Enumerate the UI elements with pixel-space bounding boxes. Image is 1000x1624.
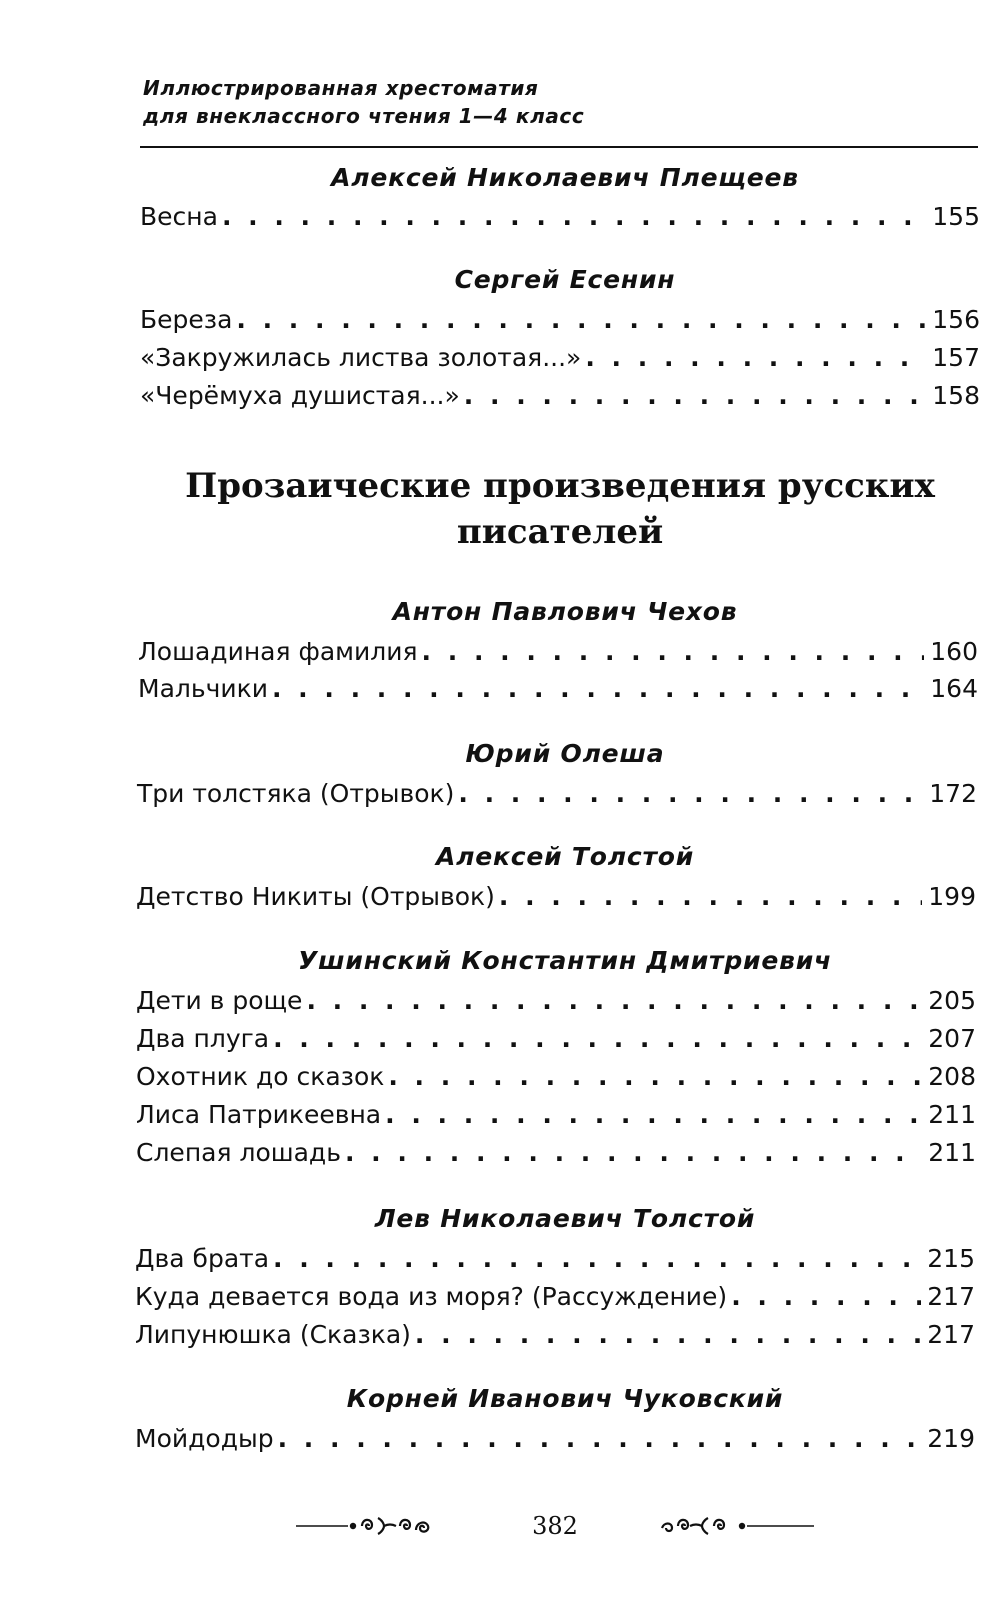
dot-leader bbox=[236, 302, 926, 338]
toc-entry[interactable] bbox=[136, 1097, 976, 1133]
entry-page: 219 bbox=[927, 1424, 975, 1453]
running-header bbox=[143, 74, 584, 130]
toc-entry[interactable] bbox=[140, 378, 980, 414]
entry-page: 199 bbox=[928, 882, 976, 911]
entry-title: Три толстяка (Отрывок) bbox=[137, 779, 455, 808]
entry-title: Мальчики bbox=[138, 674, 268, 703]
dot-leader bbox=[415, 1317, 921, 1353]
author-heading: Лев Николаевич Толстой bbox=[374, 1204, 756, 1233]
entry-title: «Черёмуха душистая...» bbox=[140, 381, 460, 410]
toc-entry[interactable] bbox=[140, 340, 980, 376]
dot-leader bbox=[499, 879, 922, 915]
entry-title: Весна bbox=[140, 202, 218, 231]
toc-entry[interactable] bbox=[138, 634, 978, 670]
section-heading bbox=[140, 463, 980, 555]
entry-page: 207 bbox=[928, 1024, 976, 1053]
author-heading: Сергей Есенин bbox=[454, 265, 676, 294]
entry-title: Два плуга bbox=[136, 1024, 270, 1053]
toc-entry[interactable] bbox=[137, 776, 977, 812]
running-header-line-2: для внеклассного чтения 1—4 класс bbox=[143, 104, 585, 128]
entry-page: 155 bbox=[932, 202, 980, 231]
entry-page: 172 bbox=[929, 779, 977, 808]
entry-page: 211 bbox=[928, 1138, 976, 1167]
entry-page: 157 bbox=[932, 343, 980, 372]
toc-entry[interactable] bbox=[136, 983, 976, 1019]
entry-page: 208 bbox=[928, 1062, 976, 1091]
toc-entry[interactable] bbox=[136, 879, 976, 915]
section-heading-line-2: писателей bbox=[456, 512, 664, 552]
entry-title: «Закружилась листва золотая...» bbox=[140, 343, 582, 372]
dot-leader bbox=[388, 1059, 922, 1095]
dot-leader bbox=[458, 776, 923, 812]
entry-title: Липунюшка (Сказка) bbox=[135, 1320, 411, 1349]
right-ornament-icon bbox=[658, 1510, 814, 1542]
toc-entry[interactable] bbox=[135, 1421, 975, 1457]
dot-leader bbox=[464, 378, 926, 414]
author-heading: Антон Павлович Чехов bbox=[392, 597, 738, 626]
entry-title: Береза bbox=[140, 305, 233, 334]
author-heading: Юрий Олеша bbox=[465, 739, 665, 768]
entry-title: Два брата bbox=[135, 1244, 270, 1273]
dot-leader bbox=[585, 340, 926, 376]
dot-leader bbox=[306, 983, 922, 1019]
dot-leader bbox=[272, 671, 924, 707]
dot-leader bbox=[278, 1421, 922, 1457]
entry-title: Мойдодыр bbox=[135, 1424, 274, 1453]
entry-title: Слепая лошадь bbox=[136, 1138, 341, 1167]
page-number: 382 bbox=[532, 1512, 578, 1540]
author-heading: Ушинский Константин Дмитриевич bbox=[297, 946, 833, 975]
entry-page: 160 bbox=[930, 637, 978, 666]
toc-entry[interactable] bbox=[140, 199, 980, 235]
entry-title: Лиса Патрикеевна bbox=[136, 1100, 382, 1129]
dot-leader bbox=[422, 634, 925, 670]
author-heading: Алексей Николаевич Плещеев bbox=[331, 163, 799, 192]
toc-entry[interactable] bbox=[136, 1059, 976, 1095]
entry-title: Детство Никиты (Отрывок) bbox=[136, 882, 495, 911]
dot-leader bbox=[345, 1135, 922, 1171]
dot-leader bbox=[385, 1097, 922, 1133]
entry-page: 164 bbox=[930, 674, 978, 703]
page-footer bbox=[0, 1506, 1000, 1546]
entry-page: 156 bbox=[932, 305, 980, 334]
dot-leader bbox=[273, 1021, 922, 1057]
entry-title: Дети в роще bbox=[136, 986, 303, 1015]
entry-title: Охотник до сказок bbox=[136, 1062, 385, 1091]
dot-leader bbox=[222, 199, 926, 235]
dot-leader bbox=[273, 1241, 921, 1277]
entry-page: 158 bbox=[932, 381, 980, 410]
author-heading: Корней Иванович Чуковский bbox=[346, 1384, 784, 1413]
section-heading-line-1: Прозаические произведения русских bbox=[185, 466, 935, 506]
running-header-line-1: Иллюстрированная хрестоматия bbox=[143, 76, 539, 100]
header-rule bbox=[140, 146, 978, 148]
toc-entry[interactable] bbox=[140, 302, 980, 338]
author-heading: Алексей Толстой bbox=[435, 842, 695, 871]
toc-entry[interactable] bbox=[135, 1279, 975, 1315]
entry-page: 217 bbox=[927, 1282, 975, 1311]
left-ornament-icon bbox=[296, 1510, 452, 1542]
dot-leader bbox=[731, 1279, 921, 1315]
entry-page: 217 bbox=[927, 1320, 975, 1349]
entry-title: Лошадиная фамилия bbox=[138, 637, 418, 666]
toc-entry[interactable] bbox=[135, 1317, 975, 1353]
toc-entry[interactable] bbox=[138, 671, 978, 707]
toc-entry[interactable] bbox=[136, 1021, 976, 1057]
toc-entry[interactable] bbox=[135, 1241, 975, 1277]
entry-page: 215 bbox=[927, 1244, 975, 1273]
entry-page: 211 bbox=[928, 1100, 976, 1129]
toc-entry[interactable] bbox=[136, 1135, 976, 1171]
entry-page: 205 bbox=[928, 986, 976, 1015]
entry-title: Куда девается вода из моря? (Рассуждение) bbox=[135, 1282, 728, 1311]
